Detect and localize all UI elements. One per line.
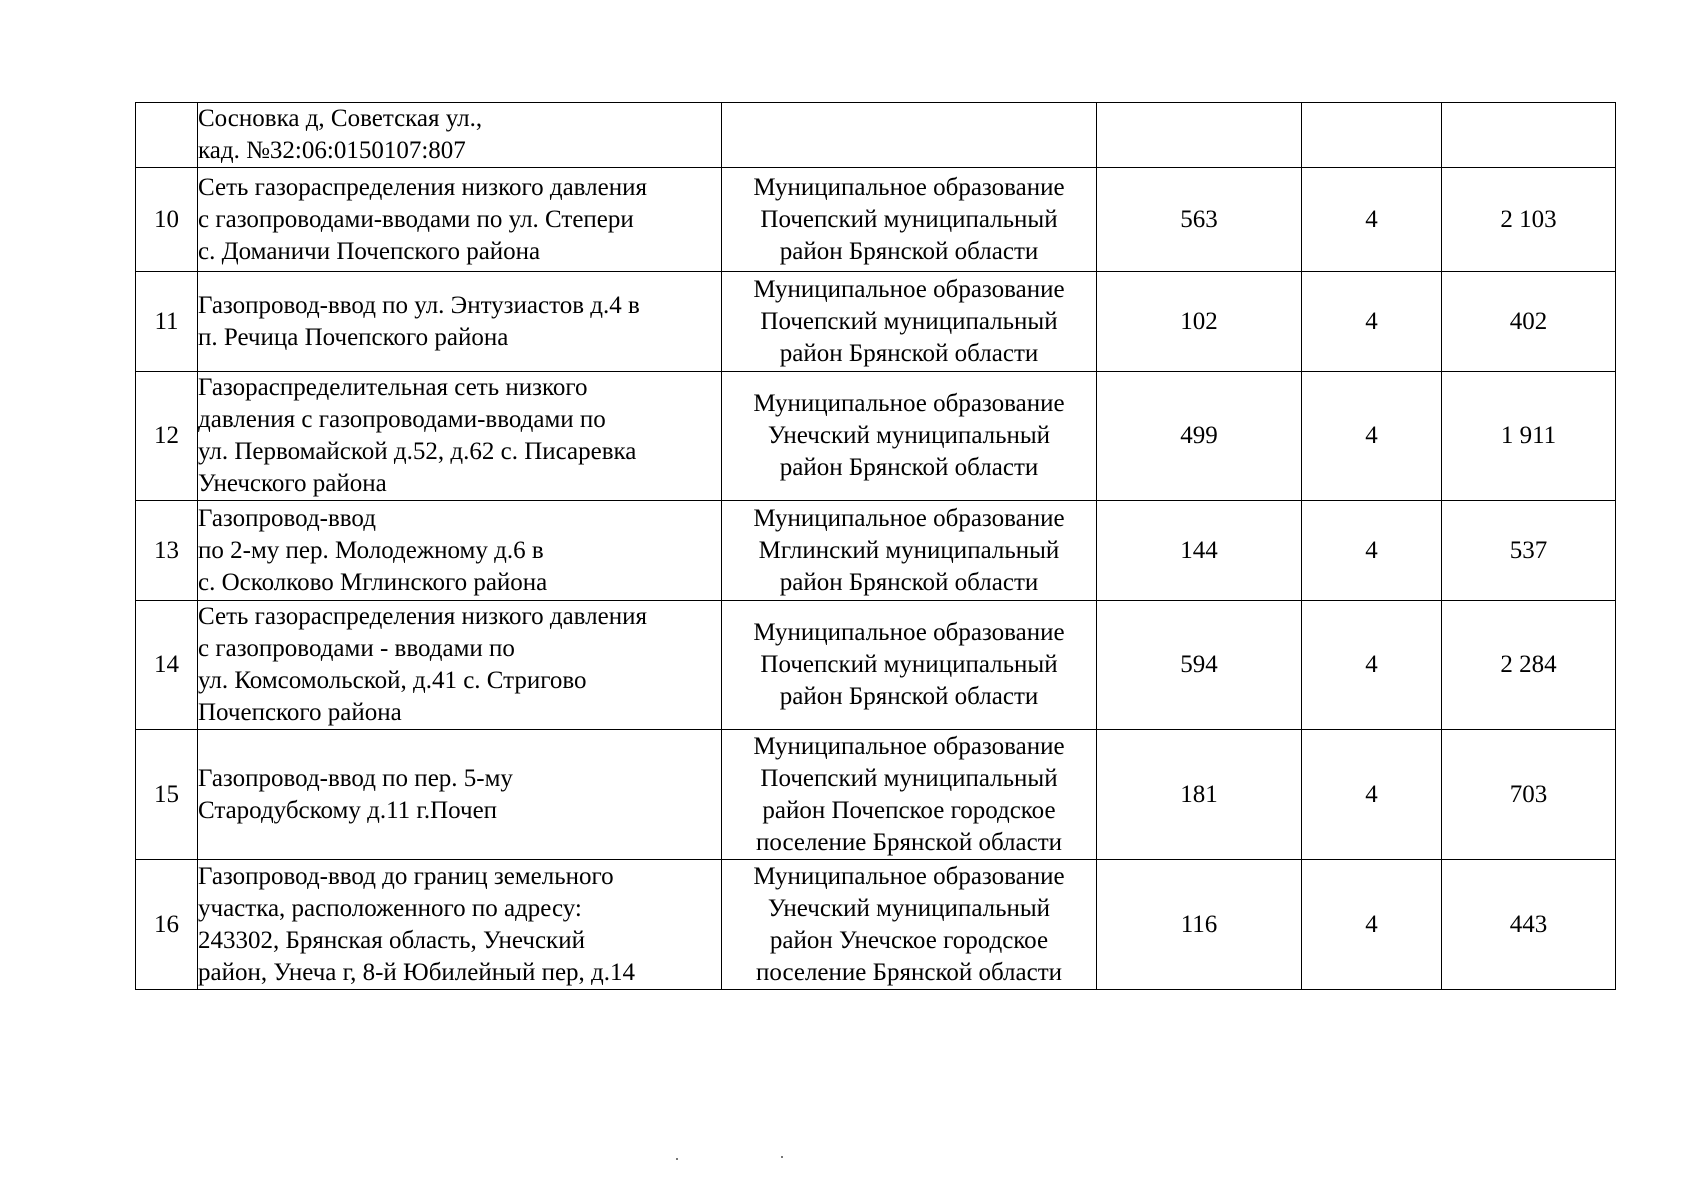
- owner-line: Муниципальное образование: [753, 619, 1065, 646]
- amount-cell: 443: [1442, 860, 1616, 990]
- owner-line: район Брянской области: [779, 454, 1039, 481]
- objects-table: [135, 102, 1616, 990]
- row-number-cell: [136, 103, 198, 168]
- object-name-line: Газопровод-ввод до границ земельного: [198, 862, 614, 890]
- table-row: [136, 168, 1616, 272]
- table-row: [136, 730, 1616, 860]
- owner-line: Муниципальное образование: [753, 504, 1065, 532]
- category-cell: 4: [1302, 730, 1442, 860]
- object-name-line: Сосновка д, Советская ул.,: [198, 105, 483, 132]
- row-number-cell: 16: [136, 860, 198, 990]
- owner-line: район Почепское городское: [762, 796, 1056, 824]
- table-row: [136, 601, 1616, 730]
- category-cell: 4: [1302, 860, 1442, 990]
- owner-line: Муниципальное образование: [753, 173, 1065, 201]
- object-name-line: ул. Первомайской д.52, д.62 с. Писаревка: [198, 438, 637, 465]
- table-row: [136, 272, 1616, 372]
- owner-cell: [722, 501, 1097, 601]
- object-name-cell: [198, 730, 722, 860]
- owner-line: поселение Брянской области: [755, 958, 1063, 986]
- object-name-line: по 2-му пер. Молодежному д.6 в: [198, 536, 544, 564]
- table-row: [136, 860, 1616, 990]
- owner-cell: [722, 860, 1097, 990]
- owner-cell: [722, 601, 1097, 730]
- row-number-cell: 12: [136, 372, 198, 501]
- object-name-line: Стародубскому д.11 г.Почеп: [198, 796, 498, 824]
- amount-cell: 402: [1442, 272, 1616, 372]
- length-cell: 594: [1097, 601, 1302, 730]
- amount-cell: 537: [1442, 501, 1616, 601]
- amount-cell: 1 911: [1442, 372, 1616, 501]
- object-name-line: давления с газопроводами-вводами по: [198, 406, 606, 433]
- owner-line: Мглинский муниципальный: [758, 536, 1060, 564]
- owner-line: Муниципальное образование: [753, 732, 1065, 760]
- length-cell: 116: [1097, 860, 1302, 990]
- owner-line: Муниципальное образование: [753, 275, 1065, 303]
- object-name-cell: [198, 501, 722, 601]
- owner-line: Унечский муниципальный: [767, 422, 1051, 449]
- object-name-line: участка, расположенного по адресу:: [198, 894, 582, 922]
- row-number-cell: 13: [136, 501, 198, 601]
- object-name-line: Газопровод-ввод по пер. 5-му: [198, 764, 513, 792]
- object-name-line: район, Унеча г, 8-й Юбилейный пер, д.14: [198, 958, 636, 986]
- category-cell: 4: [1302, 168, 1442, 272]
- category-cell: 4: [1302, 601, 1442, 730]
- length-cell: 499: [1097, 372, 1302, 501]
- object-name-line: Почепского района: [198, 699, 402, 726]
- category-cell: [1302, 103, 1442, 168]
- object-name-line: Газопровод-ввод: [198, 504, 376, 532]
- row-number-cell: 11: [136, 272, 198, 372]
- category-cell: 4: [1302, 501, 1442, 601]
- amount-cell: 2 103: [1442, 168, 1616, 272]
- object-name-line: Газораспределительная сеть низкого: [198, 374, 588, 401]
- object-name-cell: [198, 103, 722, 168]
- object-name-cell: [198, 601, 722, 730]
- length-cell: 181: [1097, 730, 1302, 860]
- object-name-cell: [198, 860, 722, 990]
- owner-line: Муниципальное образование: [753, 862, 1065, 890]
- object-name-cell: [198, 372, 722, 501]
- object-name-line: с. Осколково Мглинского района: [198, 568, 548, 596]
- length-cell: 102: [1097, 272, 1302, 372]
- owner-line: район Унечское городское: [769, 926, 1049, 954]
- object-name-line: Газопровод-ввод по ул. Энтузиастов д.4 в: [198, 291, 640, 319]
- category-cell: 4: [1302, 272, 1442, 372]
- table-row: [136, 501, 1616, 601]
- owner-line: район Брянской области: [779, 683, 1039, 710]
- length-cell: [1097, 103, 1302, 168]
- owner-cell: [722, 103, 1097, 168]
- owner-cell: [722, 272, 1097, 372]
- amount-cell: [1442, 103, 1616, 168]
- object-name-line: с газопроводами-вводами по ул. Степери: [198, 205, 634, 233]
- owner-line: Почепский муниципальный: [760, 651, 1058, 678]
- owner-line: район Брянской области: [779, 568, 1039, 596]
- owner-line: район Брянской области: [779, 339, 1039, 367]
- table-row: [136, 372, 1616, 501]
- owner-line: Почепский муниципальный: [760, 307, 1058, 335]
- object-name-line: Сеть газораспределения низкого давления: [198, 603, 647, 630]
- owner-line: Муниципальное образование: [753, 390, 1065, 417]
- owner-line: Почепский муниципальный: [760, 205, 1058, 233]
- object-name-line: кад. №32:06:0150107:807: [198, 137, 466, 164]
- object-name-cell: [198, 272, 722, 372]
- object-name-line: 243302, Брянская область, Унечский: [198, 926, 585, 954]
- row-number-cell: 14: [136, 601, 198, 730]
- length-cell: 563: [1097, 168, 1302, 272]
- objects-table-body: [136, 103, 1616, 990]
- owner-line: Почепский муниципальный: [760, 764, 1058, 792]
- object-name-cell: [198, 168, 722, 272]
- object-name-line: с газопроводами - вводами по: [198, 635, 515, 662]
- row-number-cell: 10: [136, 168, 198, 272]
- owner-cell: [722, 372, 1097, 501]
- object-name-line: Сеть газораспределения низкого давления: [198, 173, 647, 201]
- owner-cell: [722, 168, 1097, 272]
- length-cell: 144: [1097, 501, 1302, 601]
- object-name-line: ул. Комсомольской, д.41 с. Стригово: [198, 667, 587, 694]
- amount-cell: 2 284: [1442, 601, 1616, 730]
- category-cell: 4: [1302, 372, 1442, 501]
- object-name-line: п. Речица Почепского района: [198, 323, 509, 351]
- amount-cell: 703: [1442, 730, 1616, 860]
- owner-line: поселение Брянской области: [755, 828, 1063, 856]
- table-row: [136, 103, 1616, 168]
- owner-line: район Брянской области: [779, 237, 1039, 265]
- object-name-line: с. Доманичи Почепского района: [198, 237, 541, 265]
- object-name-line: Унечского района: [198, 470, 387, 497]
- owner-line: Унечский муниципальный: [767, 894, 1051, 922]
- owner-cell: [722, 730, 1097, 860]
- row-number-cell: 15: [136, 730, 198, 860]
